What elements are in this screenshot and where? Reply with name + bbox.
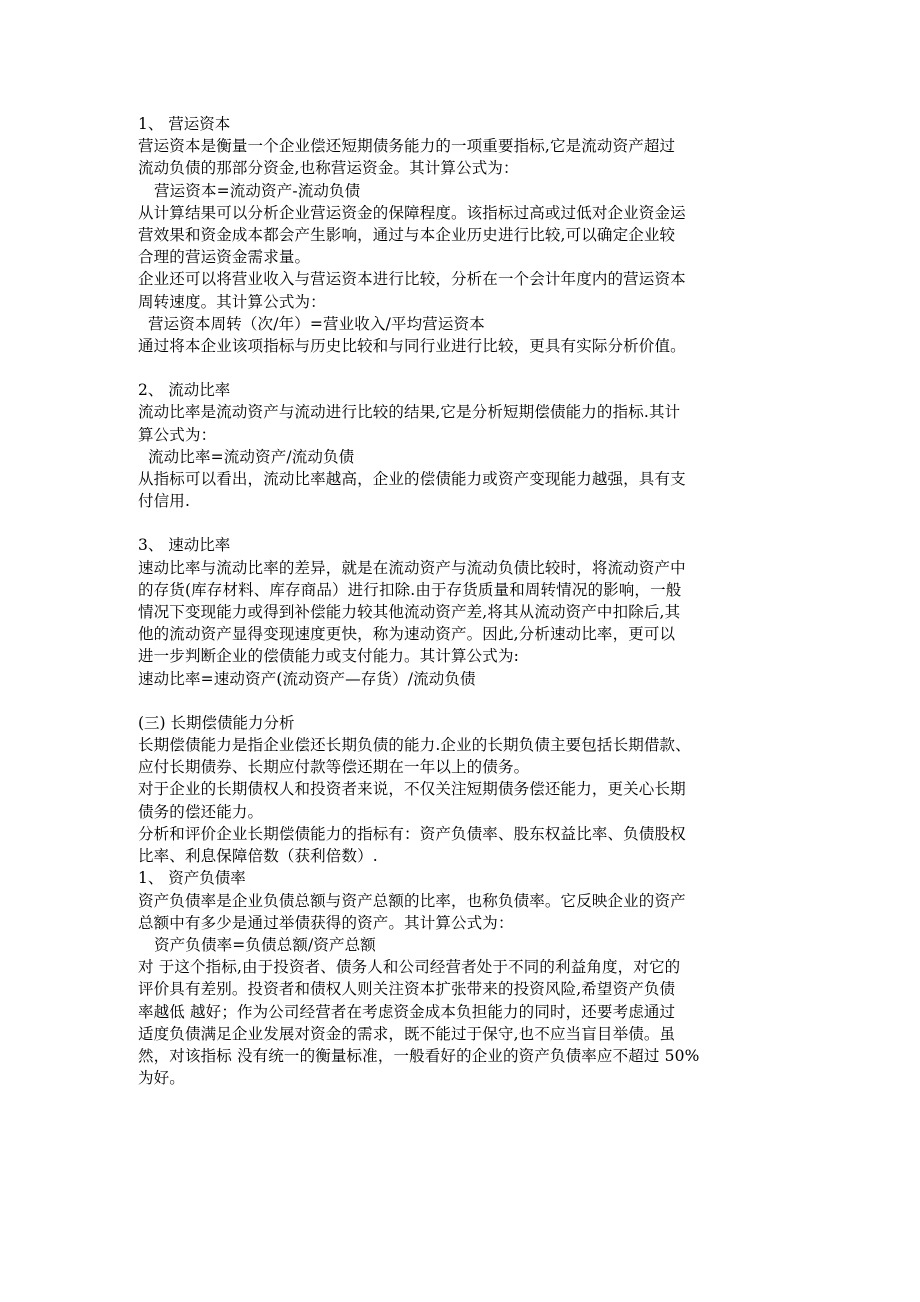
text-line: 为好。 [138, 1069, 185, 1088]
section-heading: 2、 流动比率 [138, 381, 231, 400]
text-line: 企业还可以将营业收入与营运资本进行比较，分析在一个会计年度内的营运资本 [138, 270, 686, 289]
paragraph [138, 823, 788, 867]
text-line: 他的流动资产显得变现速度更快，称为速动资产。因此,分析速动比率，更可以 [138, 625, 676, 644]
formula-text: 营运资本=流动资产-流动负债 [154, 181, 361, 200]
text-line: 分析和评价企业长期偿债能力的指标有：资产负债率、股东权益比率、负债股权 [138, 824, 686, 843]
text-line: 债务的偿还能力。 [138, 802, 264, 821]
text-line: 评价具有差别。投资者和债权人则关注资本扩张带来的投资风险,希望资产负债 [138, 980, 676, 999]
text-line: 流动比率是流动资产与流动进行比较的结果,它是分析短期偿债能力的指标.其计 [138, 403, 681, 422]
paragraph [138, 335, 788, 357]
text-line: 算公式为： [138, 425, 217, 444]
formula-text: 流动比率=流动资产/流动负债 [148, 447, 355, 466]
section-heading: 1、 营运资本 [138, 115, 231, 133]
formula [138, 180, 788, 202]
paragraph [138, 557, 788, 668]
formula [138, 446, 788, 468]
paragraph [138, 468, 788, 512]
text-line: 速动比率与流动比率的差异，就是在流动资产与流动负债比较时，将流动资产中 [138, 558, 686, 577]
spacer [138, 690, 788, 712]
text-line: 对 于这个指标,由于投资者、债务人和公司经营者处于不同的利益角度，对它的 [138, 958, 681, 977]
text-line: 付信用. [138, 492, 191, 511]
paragraph [138, 956, 788, 1089]
formula [138, 668, 788, 690]
text-line: 的存货(库存材料、库存商品）进行扣除.由于存货质量和周转情况的影响，一般 [138, 580, 682, 599]
paragraph [138, 135, 788, 179]
text-line: 情况下变现能力或得到补偿能力较其他流动资产差,将其从流动资产中扣除后,其 [138, 603, 681, 622]
formula-text: 资产负债率=负债总额/资产总额 [154, 935, 376, 954]
text-line: 营效果和资金成本都会产生影响，通过与本企业历史进行比较,可以确定企业较 [138, 226, 676, 245]
formula [138, 313, 788, 335]
text-line: 总额中有多少是通过举债获得的资产。其计算公式为： [138, 913, 514, 932]
text-line: 长期偿债能力是指企业偿还长期负债的能力.企业的长期负债主要包括长期借款、 [138, 736, 691, 755]
text-line: 资产负债率是企业负债总额与资产总额的比率，也称负债率。它反映企业的资产 [138, 891, 686, 910]
text-line: 然，对该指标 没有统一的衡量标准，一般看好的企业的资产负债率应不超过 50% [138, 1046, 700, 1065]
text-line: 营运资本是衡量一个企业偿还短期债务能力的一项重要指标,它是流动资产超过 [138, 137, 676, 156]
text-line: 对于企业的长期债权人和投资者来说，不仅关注短期债务偿还能力，更关心长期 [138, 780, 686, 799]
text-line: 流动负债的那部分资金,也称营运资金。其计算公式为： [138, 159, 519, 178]
text-line: 应付长期债券、长期应付款等偿还期在一年以上的债务。 [138, 758, 530, 777]
section-heading: 3、 速动比率 [138, 536, 231, 555]
paragraph [138, 268, 788, 312]
document-body [138, 113, 788, 1089]
section-heading: (三) 长期偿债能力分析 [138, 713, 295, 732]
paragraph [138, 202, 788, 269]
formula-text: 速动比率=速动资产(流动资产—存货）/流动负债 [138, 669, 476, 688]
text-line: 适度负债满足企业发展对资金的需求，既不能过于保守,也不应当盲目举债。虽 [138, 1024, 676, 1043]
text-line: 从计算结果可以分析企业营运资金的保障程度。该指标过高或过低对企业资金运 [138, 203, 686, 222]
spacer [138, 512, 788, 534]
paragraph [138, 890, 788, 934]
text-line: 进一步判断企业的偿债能力或支付能力。其计算公式为: [138, 647, 519, 666]
paragraph [138, 734, 788, 778]
formula-text: 营运资本周转（次/年）=营业收入/平均营运资本 [148, 314, 485, 333]
spacer [138, 357, 788, 379]
text-line: 率越低 越好；作为公司经营者在考虑资金成本负担能力的同时，还要考虑通过 [138, 1002, 676, 1021]
text-line: 从指标可以看出，流动比率越高，企业的偿债能力或资产变现能力越强，具有支 [138, 470, 686, 489]
paragraph [138, 778, 788, 822]
text-line: 比率、利息保障倍数（获利倍数）. [138, 847, 378, 866]
formula [138, 934, 788, 956]
section-heading: 1、 资产负债率 [138, 869, 246, 888]
text-line: 周转速度。其计算公式为： [138, 292, 326, 311]
text-line: 合理的营运资金需求量。 [138, 248, 311, 267]
paragraph [138, 401, 788, 445]
text-line: 通过将本企业该项指标与历史比较和与同行业进行比较，更具有实际分析价值。 [138, 337, 686, 356]
